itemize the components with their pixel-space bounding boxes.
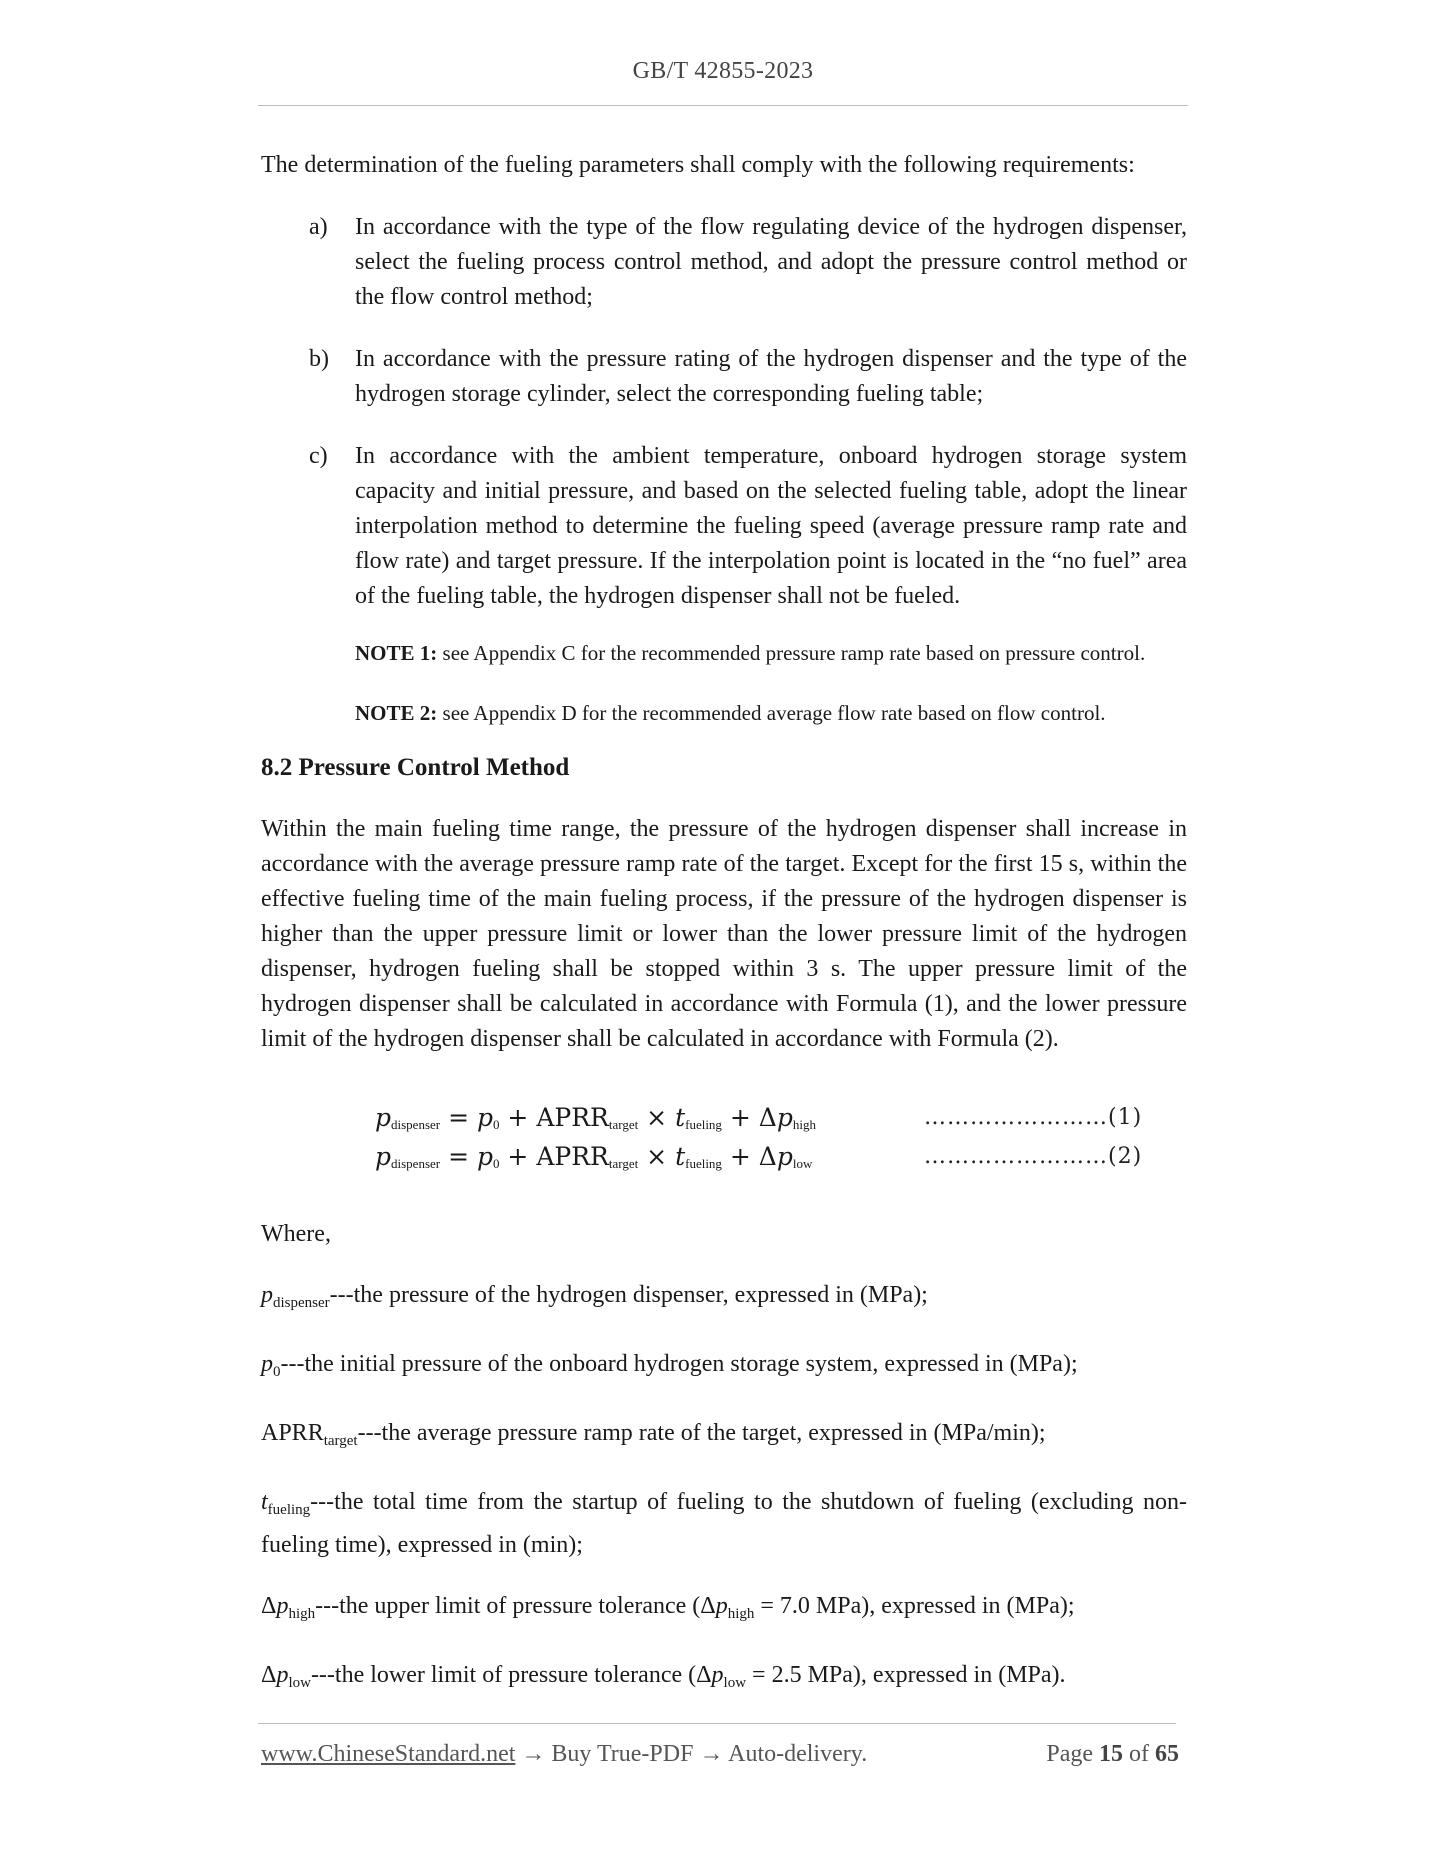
def-text: ---the average pressure ramp rate of the target, expressed in (MPa/min); (357, 1420, 1046, 1446)
formula-2 (375, 1139, 812, 1181)
formula-subscript: target (608, 1156, 639, 1171)
def-prefix: Δ (261, 1593, 277, 1619)
page-content (261, 148, 1187, 1727)
def-subscript: low (288, 1675, 311, 1691)
total-pages: 65 (1155, 1741, 1179, 1767)
header-divider (258, 105, 1188, 106)
formula-symbol: p (375, 1142, 392, 1171)
definition-dp-low (261, 1658, 1187, 1701)
list-marker: c) (309, 443, 328, 469)
page-number (1046, 1741, 1179, 1768)
formula-subscript: high (792, 1117, 816, 1132)
def-subscript: low (723, 1675, 747, 1691)
def-symbol: p (711, 1662, 724, 1688)
def-subscript: high (288, 1606, 316, 1622)
formula-subscript: fueling (685, 1117, 722, 1132)
list-text: In accordance with the pressure rating of the hydrogen dispenser and the type of the hydrogen storage cylinder, select the corresponding fueling table; (355, 346, 1187, 407)
formula-2-number: ……………………(2) (924, 1144, 1143, 1169)
formula-symbol: p (476, 1103, 493, 1132)
def-symbol: p (261, 1351, 273, 1377)
page-label: Page (1046, 1741, 1099, 1767)
formula-subscript: 0 (492, 1117, 500, 1132)
list-text: In accordance with the ambient temperature, onboard hydrogen storage system capacity and initial pressure, and based on the selected fueling table, adopt the linear interpolation method to determine the fueling speed (average pressure ramp rate and flow rate) and target pressure. If the interpolation point is located in the “no fuel” area of the fueling table, the hydrogen dispenser shall not be fueled. (355, 443, 1187, 609)
formula-symbol: p (476, 1142, 493, 1171)
formula-operator: + APRR (499, 1142, 609, 1171)
formula-subscript: fueling (685, 1156, 722, 1171)
note-text: see Appendix C for the recommended pressure ramp rate based on pressure control. (437, 641, 1146, 665)
list-marker: a) (309, 214, 328, 240)
formula-operator: × (638, 1103, 676, 1132)
def-symbol: t (261, 1489, 268, 1515)
formula-symbol: p (776, 1103, 793, 1132)
formula-subscript: dispenser (391, 1117, 441, 1132)
def-prefix: Δ (261, 1662, 277, 1688)
where-label: Where, (261, 1221, 331, 1247)
of-label: of (1123, 1741, 1155, 1767)
list-text: In accordance with the type of the flow regulating device of the hydrogen dispenser, select the fueling process control method, and adopt the pressure control method or the flow control method; (355, 214, 1187, 310)
formula-subscript: target (608, 1117, 639, 1132)
note-2 (355, 698, 1187, 728)
formula-1-number: ……………………(1) (924, 1105, 1143, 1130)
def-text: ---the pressure of the hydrogen dispenser, expressed in (MPa); (329, 1282, 928, 1308)
def-text: ---the total time from the startup of fueling to the shutdown of fueling (excluding non-fueling time), expressed in (min); (261, 1489, 1187, 1558)
formula-operator: + Δ (721, 1142, 777, 1171)
formula-operator: = (440, 1103, 477, 1132)
formula-subscript: dispenser (391, 1156, 441, 1171)
section-heading: 8.2 Pressure Control Method (261, 754, 570, 781)
note-text: see Appendix D for the recommended average flow rate based on flow control. (437, 701, 1106, 725)
list-marker: b) (309, 346, 329, 372)
formula-block (261, 1092, 1187, 1187)
def-text: ---the initial pressure of the onboard hydrogen storage system, expressed in (MPa); (280, 1351, 1078, 1377)
formula-1 (375, 1100, 816, 1142)
def-text: = 2.5 MPa), expressed in (MPa). (746, 1662, 1066, 1688)
list-item-b (261, 342, 1187, 412)
formula-symbol: p (776, 1142, 793, 1171)
section-body: Within the main fueling time range, the pressure of the hydrogen dispenser shall increase in accordance with the average pressure ramp rate of the target. Except for the first 15 s, within the effective fueling time of the main fueling process, if the pressure of the hydrogen dispenser is higher than the upper pressure limit or lower than the lower pressure limit of the hydrogen dispenser, hydrogen fueling shall be stopped within 3 s. The upper pressure limit of the hydrogen dispenser shall be calculated in accordance with Formula (1), and the lower pressure limit of the hydrogen dispenser shall be calculated in accordance with Formula (2). (261, 816, 1187, 1052)
def-subscript: 0 (273, 1364, 281, 1380)
definition-aprr (261, 1416, 1187, 1459)
definition-p0 (261, 1347, 1187, 1390)
formula-subscript: low (792, 1156, 813, 1171)
def-text: ---the lower limit of pressure tolerance (Δ (310, 1662, 712, 1688)
def-subscript: fueling (267, 1502, 311, 1518)
def-symbol: p (276, 1662, 289, 1688)
website-link[interactable]: www.ChineseStandard.net (261, 1741, 516, 1767)
definition-p-dispenser (261, 1278, 1187, 1321)
note-label: NOTE 2: (355, 701, 438, 725)
formula-operator: = (440, 1142, 477, 1171)
def-symbol: p (261, 1282, 273, 1308)
def-text: ---the upper limit of pressure tolerance (Δ (315, 1593, 716, 1619)
list-item-a (261, 210, 1187, 315)
def-text: = 7.0 MPa), expressed in (MPa); (754, 1593, 1075, 1619)
definition-t-fueling (261, 1485, 1187, 1563)
page-header: GB/T 42855-2023 (632, 58, 814, 84)
footer-divider (258, 1723, 1176, 1724)
def-symbol: p (715, 1593, 728, 1619)
note-label: NOTE 1: (355, 641, 438, 665)
formula-subscript: 0 (492, 1156, 500, 1171)
def-symbol: p (276, 1593, 289, 1619)
def-subscript: dispenser (273, 1295, 330, 1311)
formula-symbol: p (375, 1103, 392, 1132)
note-1 (355, 638, 1187, 668)
intro-paragraph: The determination of the fueling parameters shall comply with the following requirements: (261, 152, 1135, 178)
formula-operator: × (638, 1142, 676, 1171)
formula-operator: + APRR (499, 1103, 609, 1132)
formula-symbol: t (675, 1142, 686, 1171)
formula-operator: + Δ (721, 1103, 777, 1132)
def-subscript: high (727, 1606, 755, 1622)
def-prefix: APRR (261, 1420, 324, 1446)
formula-symbol: t (675, 1103, 686, 1132)
footer-promo-text: → Buy True-PDF → Auto-delivery. (515, 1741, 868, 1767)
footer-promo (261, 1741, 867, 1768)
def-subscript: target (323, 1433, 358, 1449)
list-item-c (261, 439, 1187, 614)
definition-dp-high (261, 1589, 1187, 1632)
current-page: 15 (1099, 1741, 1123, 1767)
